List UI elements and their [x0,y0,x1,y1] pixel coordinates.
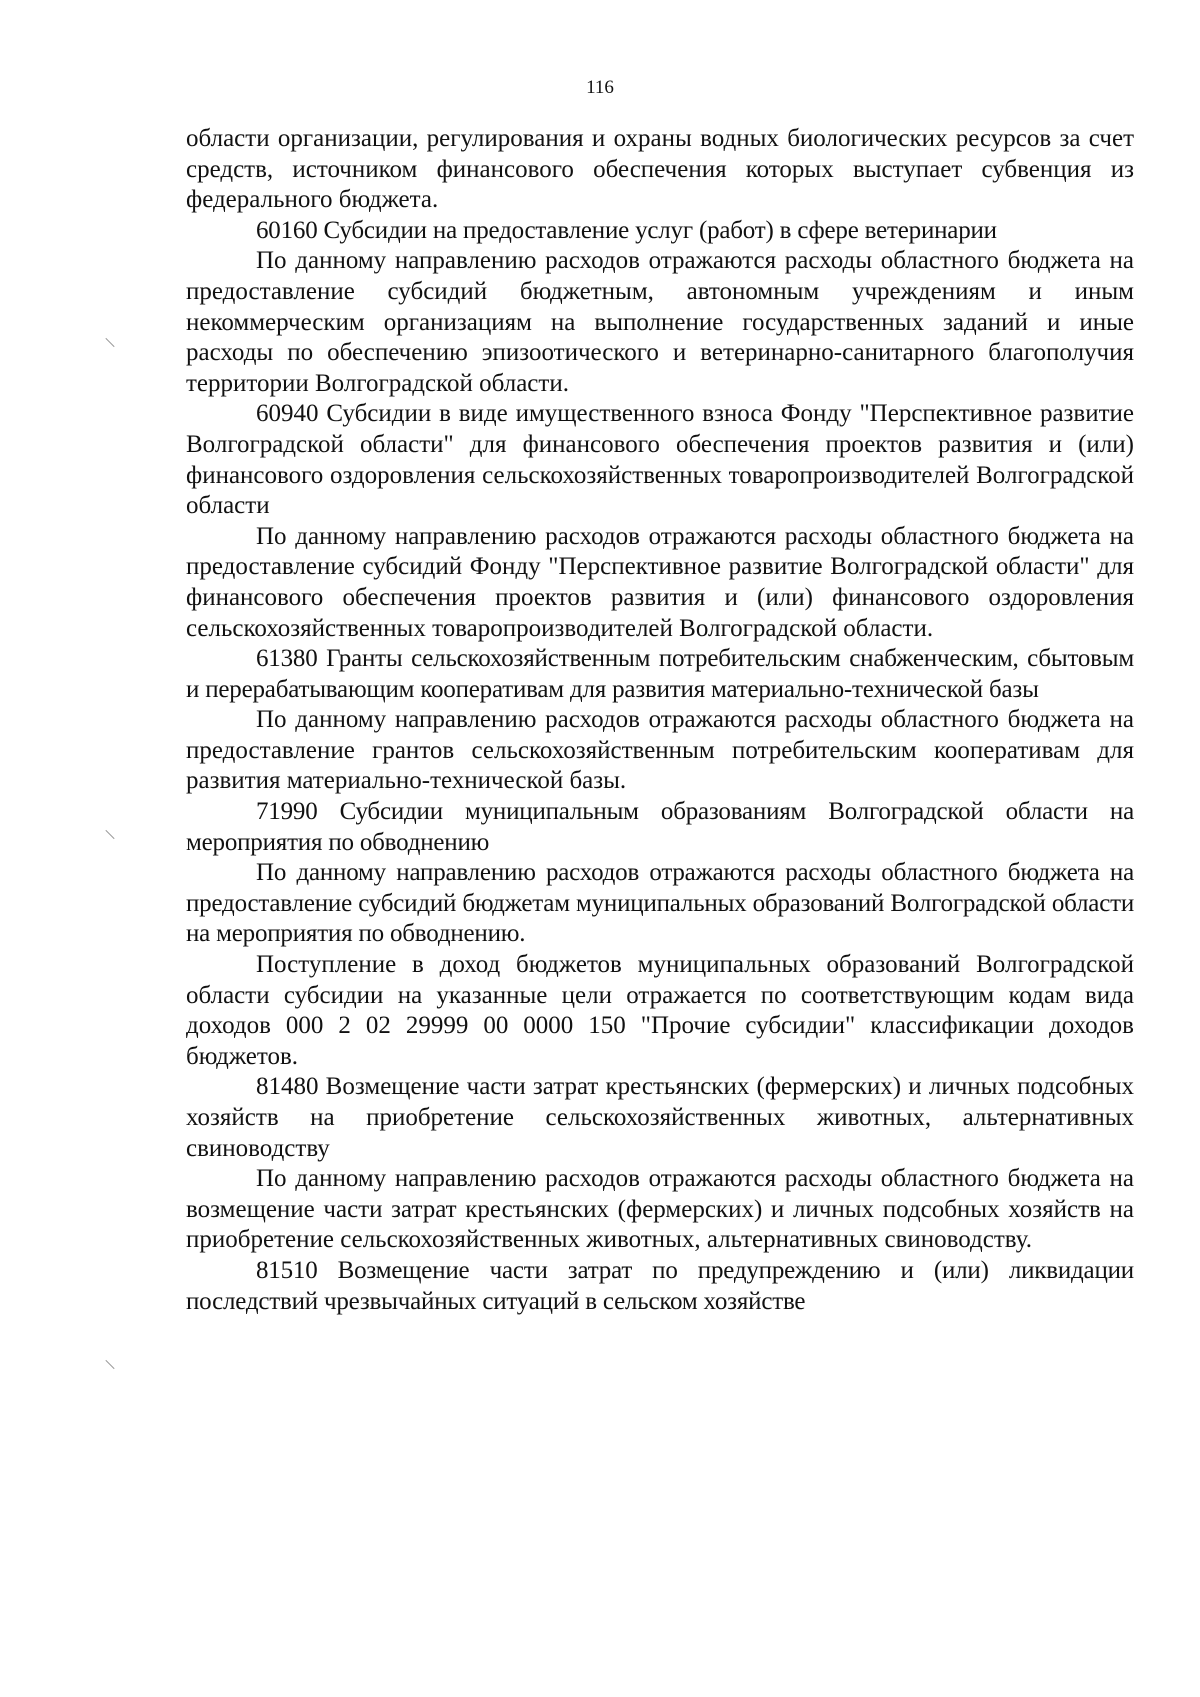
page-number: 116 [586,77,614,98]
paragraph: Поступление в доход бюджетов муниципальных образований Волгоградской области субсидии на указанные цели отражается по соответствующим кодам вида доходов 000 2 02 29999 00 0000 150 "Прочие субсидии" классификации доходов бюджетов. [186,951,1134,1070]
scan-speck [105,1360,114,1369]
document-body [186,124,1134,1317]
paragraph: По данному направлению расходов отражаются расходы областного бюджета на предоставление субсидий Фонду "Перспективное развитие Волгоградской области" для финансового обеспечения проектов развития и (или) финансового оздоровления сельскохозяйственных товаропроизводителей Волгоградской области. [186,522,1134,642]
paragraph: По данному направлению расходов отражаются расходы областного бюджета на предоставление субсидий бюджетам муниципальных образований Волгоградской области на мероприятия по обводнению. [186,859,1134,948]
paragraph: 60160 Субсидии на предоставление услуг (работ) в сфере ветеринарии [256,216,997,244]
paragraph: 71990 Субсидии муниципальным образованиям Волгоградской области на мероприятия по обводнению [186,798,1134,856]
paragraph: По данному направлению расходов отражаются расходы областного бюджета на предоставление грантов сельскохозяйственным потребительским кооперативам для развития материально-технической базы. [186,706,1134,795]
scan-speck [105,830,114,839]
paragraph: области организации, регулирования и охраны водных биологических ресурсов за счет средств, источником финансового обеспечения которых выступает субвенция из федерального бюджета. [186,125,1134,214]
paragraph: По данному направлению расходов отражаются расходы областного бюджета на предоставление субсидий бюджетным, автономным учреждениям и иным некоммерческим организациям на выполнение государственных заданий и иные расходы по обеспечению эпизоотического и ветеринарно-санитарного благополучия территории Волгоградской области. [186,247,1134,397]
paragraph: 60940 Субсидии в виде имущественного взноса Фонду "Перспективное развитие Волгоградской области" для финансового обеспечения проектов развития и (или) финансового оздоровления сельскохозяйственных товаропроизводителей Волгоградской области [186,400,1134,520]
paragraph: 81510 Возмещение части затрат по предупреждению и (или) ликвидации последствий чрезвычайных ситуаций в сельском хозяйстве [186,1256,1134,1315]
paragraph: По данному направлению расходов отражаются расходы областного бюджета на возмещение части затрат крестьянских (фермерских) и личных подсобных хозяйств на приобретение сельскохозяйственных животных, альтернативных свиноводству. [186,1165,1134,1254]
scan-speck [105,338,114,347]
paragraph: 61380 Гранты сельскохозяйственным потребительским снабженческим, сбытовым и перерабатывающим кооперативам для развития материально-технической базы [186,645,1134,703]
paragraph: 81480 Возмещение части затрат крестьянских (фермерских) и личных подсобных хозяйств на приобретение сельскохозяйственных животных, альтернативных свиноводству [186,1073,1134,1162]
